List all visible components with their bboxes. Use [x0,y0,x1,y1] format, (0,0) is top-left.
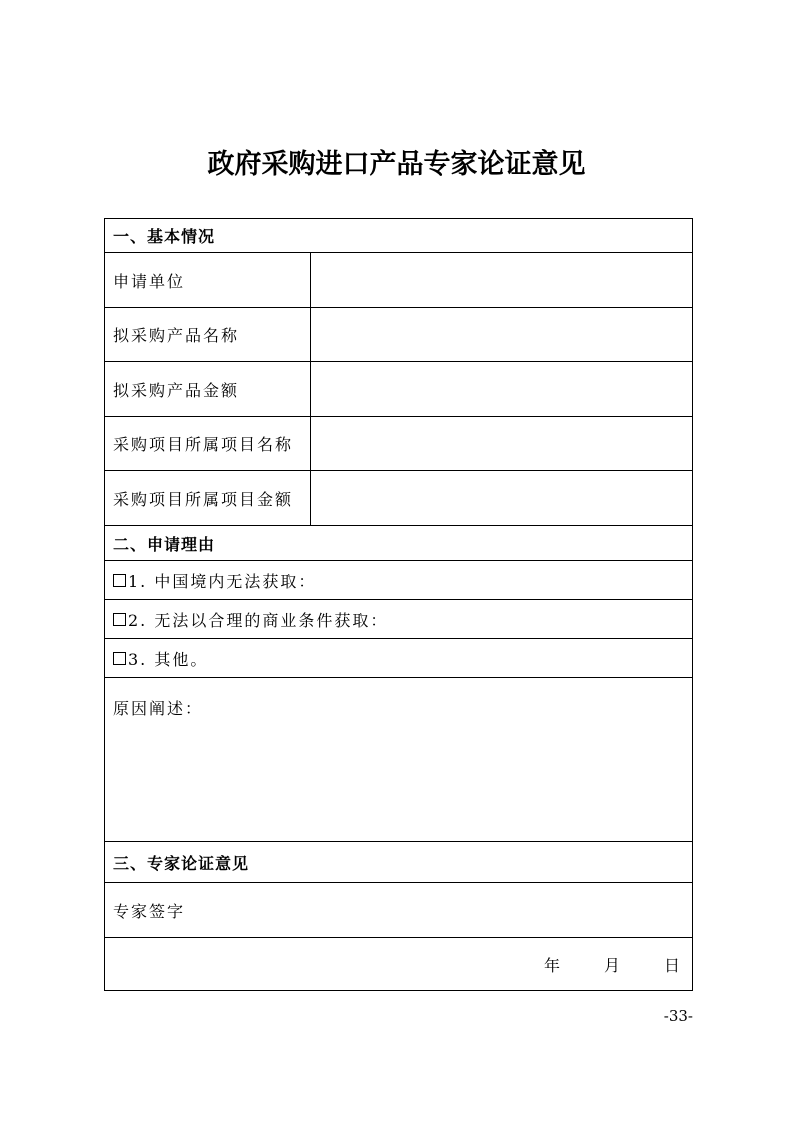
project-name-label: 采购项目所属项目名称 [105,417,311,470]
signature-label: 专家签字 [113,901,186,921]
option-2-checkbox[interactable] [113,613,126,626]
date-year: 年 [543,956,560,975]
date-month: 月 [603,956,620,975]
option-3-label: 3. 其他。 [128,649,209,669]
project-amount-label: 采购项目所属项目金额 [105,471,311,525]
applicant-field[interactable] [311,253,692,307]
product-name-field[interactable] [311,308,692,361]
section1-heading: 一、基本情况 [113,227,216,246]
section2-heading: 二、申请理由 [113,534,216,554]
option-row [105,638,692,677]
table-row [105,470,692,525]
section1-heading-row [105,219,692,252]
date-day: 日 [663,956,680,975]
option-other[interactable] [105,639,692,677]
option-3-checkbox[interactable] [113,652,126,665]
option-commercial-unavailable[interactable] [105,600,692,638]
section2-heading-row [105,525,692,560]
date-row [105,937,692,991]
table-row [105,416,692,470]
product-amount-label: 拟采购产品金额 [105,362,311,416]
page-title: 政府采购进口产品专家论证意见 [207,149,586,180]
section3-heading: 三、专家论证意见 [113,853,250,873]
option-1-label: 1. 中国境内无法获取： [128,571,317,591]
page-number: -33- [663,1007,693,1025]
option-row [105,560,692,599]
product-name-label: 拟采购产品名称 [105,308,311,361]
reason-row [105,677,692,841]
table-row [105,307,692,361]
reason-field[interactable] [105,678,692,841]
date-field[interactable] [105,938,692,991]
table-row [105,252,692,307]
section3-heading-row [105,841,692,882]
opinion-form [104,218,693,991]
product-amount-field[interactable] [311,362,692,416]
option-1-checkbox[interactable] [113,574,126,587]
signature-field[interactable] [105,883,692,937]
option-row [105,599,692,638]
option-2-label: 2. 无法以合理的商业条件获取： [128,610,389,630]
option-domestic-unavailable[interactable] [105,561,692,599]
table-row [105,361,692,416]
reason-label: 原因阐述： [113,699,204,718]
project-name-field[interactable] [311,417,692,470]
project-amount-field[interactable] [311,471,692,525]
applicant-label: 申请单位 [105,253,311,307]
signature-row [105,882,692,937]
